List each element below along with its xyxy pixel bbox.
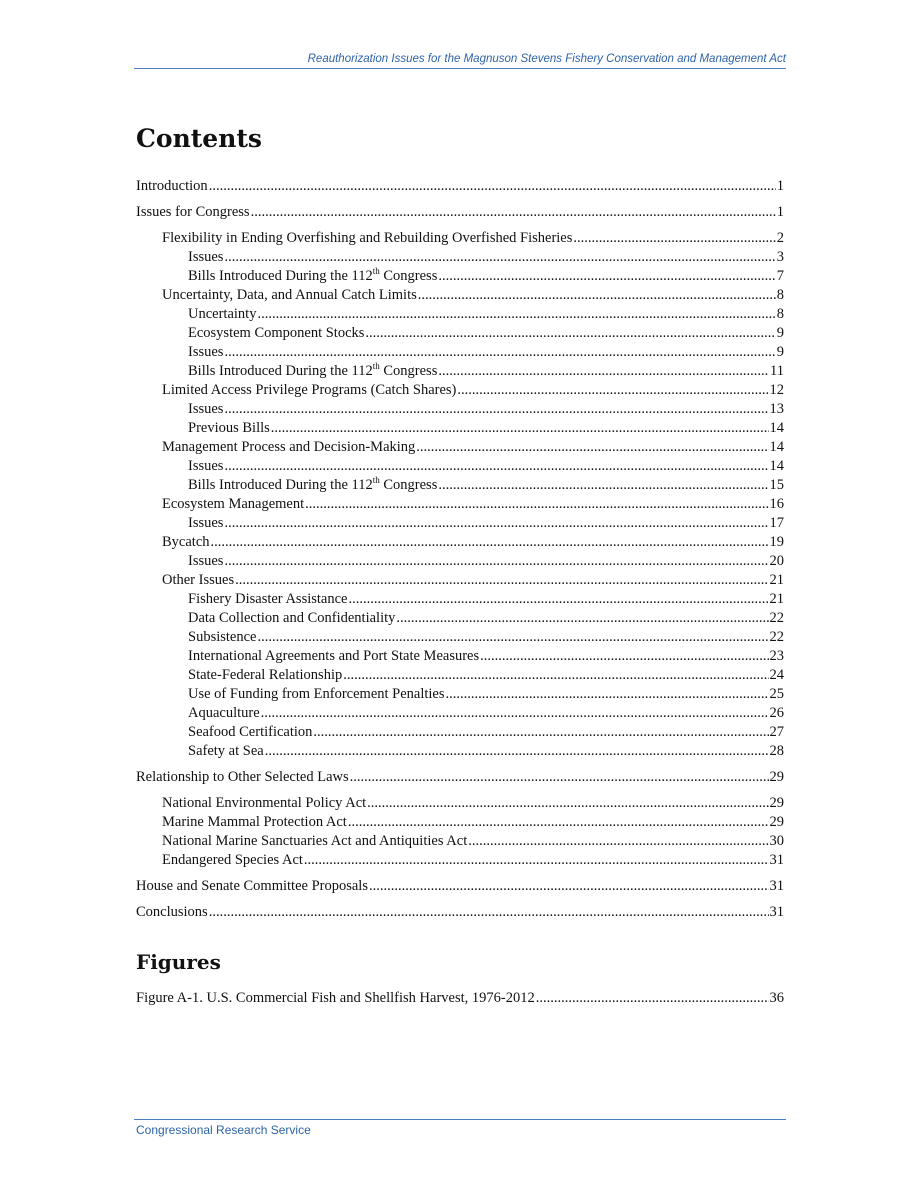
toc-entry-title: International Agreements and Port State Measures: [188, 648, 480, 664]
dot-leader: [348, 590, 768, 609]
dot-leader: [350, 768, 769, 787]
toc-entry[interactable]: [136, 647, 784, 666]
dot-leader: [365, 324, 775, 343]
toc-entry[interactable]: [136, 495, 784, 514]
toc-entry-title: Previous Bills: [188, 420, 270, 436]
toc-entry[interactable]: [136, 903, 784, 922]
dot-leader: [369, 877, 769, 896]
toc-entry-page: 17: [769, 515, 784, 531]
toc-entry[interactable]: [136, 229, 784, 248]
toc-entry[interactable]: [136, 628, 784, 647]
toc-entry-page: 2: [776, 230, 784, 246]
toc-entry[interactable]: [136, 343, 784, 362]
toc-entry-title: Issues: [188, 515, 224, 531]
toc-entry[interactable]: [136, 666, 784, 685]
toc-entry[interactable]: [136, 476, 784, 495]
toc-entry[interactable]: [136, 609, 784, 628]
toc-entry-page: 21: [769, 591, 784, 607]
toc-entry-title: Introduction: [136, 178, 208, 194]
toc-entry[interactable]: [136, 177, 784, 196]
toc-entry-title: Endangered Species Act: [162, 852, 303, 868]
dot-leader: [480, 647, 768, 666]
dot-leader: [224, 514, 768, 533]
toc-entry-title: National Marine Sanctuaries Act and Antiquities Act: [162, 833, 468, 849]
toc-entry-title: House and Senate Committee Proposals: [136, 878, 368, 894]
toc-entry-page: 9: [776, 325, 784, 341]
toc-entry-page: 21: [769, 572, 784, 588]
toc-entry-page: 31: [769, 904, 784, 920]
toc-entry-title: Subsistence: [188, 629, 257, 645]
toc-entry[interactable]: [136, 286, 784, 305]
dot-leader: [348, 813, 769, 832]
toc-entry-page: 36: [769, 990, 784, 1006]
toc-entry-title: State-Federal Relationship: [188, 667, 343, 683]
dot-leader: [235, 571, 768, 590]
dot-leader: [261, 704, 769, 723]
dot-leader: [343, 666, 768, 685]
toc-entry-page: 23: [769, 648, 784, 664]
toc-entry-title: Ecosystem Management: [162, 496, 305, 512]
toc-entry[interactable]: [136, 794, 784, 813]
toc-entry-page: 7: [776, 268, 784, 284]
toc-entry-title: Seafood Certification: [188, 724, 313, 740]
toc-entry-page: 29: [769, 795, 784, 811]
toc-entry[interactable]: [136, 533, 784, 552]
toc-entry[interactable]: [136, 381, 784, 400]
toc-entry-page: 1: [776, 204, 784, 220]
dot-leader: [438, 267, 775, 286]
dot-leader: [224, 343, 775, 362]
dot-leader: [438, 362, 769, 381]
dot-leader: [457, 381, 768, 400]
toc-entry-page: 8: [776, 306, 784, 322]
dot-leader: [446, 685, 769, 704]
toc-entry-page: 3: [776, 249, 784, 265]
dot-leader: [251, 203, 776, 222]
toc-entry[interactable]: [136, 267, 784, 286]
toc-entry[interactable]: [136, 685, 784, 704]
toc-entry-page: 27: [769, 724, 784, 740]
dot-leader: [304, 851, 769, 870]
dot-leader: [313, 723, 768, 742]
toc-entry[interactable]: [136, 989, 784, 1008]
toc-entry[interactable]: [136, 552, 784, 571]
footer-rule: [134, 1119, 786, 1120]
toc-entry-page: 9: [776, 344, 784, 360]
dot-leader: [305, 495, 768, 514]
header-rule: [134, 68, 786, 69]
footer-text: Congressional Research Service: [136, 1123, 311, 1137]
toc-entry[interactable]: [136, 400, 784, 419]
toc-entry-page: 24: [769, 667, 784, 683]
toc-entry-page: 14: [769, 439, 784, 455]
contents-heading: Contents: [136, 124, 263, 153]
toc-entry-page: 31: [769, 878, 784, 894]
toc-entry[interactable]: [136, 514, 784, 533]
dot-leader: [396, 609, 768, 628]
toc-entry-title: Bills Introduced During the 112th Congress: [188, 475, 438, 493]
toc-entry-title: Conclusions: [136, 904, 208, 920]
toc-entry-title: Use of Funding from Enforcement Penalties: [188, 686, 445, 702]
toc-entry-page: 26: [769, 705, 784, 721]
toc-entry-page: 16: [769, 496, 784, 512]
dot-leader: [265, 742, 769, 761]
toc-entry[interactable]: [136, 877, 784, 896]
toc-entry[interactable]: [136, 438, 784, 457]
dot-leader: [224, 552, 768, 571]
toc-entry[interactable]: [136, 324, 784, 343]
toc-entry-page: 30: [769, 833, 784, 849]
toc-entry-page: 25: [769, 686, 784, 702]
toc-entry[interactable]: [136, 723, 784, 742]
toc-entry-page: 22: [769, 610, 784, 626]
toc-entry[interactable]: [136, 768, 784, 787]
toc-entry-page: 12: [769, 382, 784, 398]
toc-entry-title: Safety at Sea: [188, 743, 264, 759]
toc-entry-page: 29: [769, 769, 784, 785]
toc-entry-title: Marine Mammal Protection Act: [162, 814, 347, 830]
toc-entry-title: Relationship to Other Selected Laws: [136, 769, 349, 785]
toc-entry-page: 20: [769, 553, 784, 569]
toc-entry-title: Figure A-1. U.S. Commercial Fish and Shellfish Harvest, 1976-2012: [136, 990, 535, 1006]
toc-entry-title: Flexibility in Ending Overfishing and Rebuilding Overfished Fisheries: [162, 230, 573, 246]
toc-entry-page: 8: [776, 287, 784, 303]
toc-entry-title: Issues: [188, 458, 224, 474]
toc-entry-title: Fishery Disaster Assistance: [188, 591, 348, 607]
toc-entry-title: Uncertainty, Data, and Annual Catch Limits: [162, 287, 417, 303]
toc-entry-title: Bills Introduced During the 112th Congress: [188, 361, 438, 379]
running-header: Reauthorization Issues for the Magnuson Stevens Fishery Conservation and Management Act: [307, 53, 786, 65]
toc-entry[interactable]: [136, 832, 784, 851]
toc-entry[interactable]: [136, 362, 784, 381]
toc-entry-page: 31: [769, 852, 784, 868]
dot-leader: [257, 628, 768, 647]
toc-entry-title: Data Collection and Confidentiality: [188, 610, 396, 626]
toc-entry-page: 11: [770, 363, 784, 379]
toc-entry[interactable]: [136, 813, 784, 832]
toc-entry[interactable]: [136, 457, 784, 476]
toc-entry-page: 15: [769, 477, 784, 493]
toc-entry[interactable]: [136, 590, 784, 609]
toc-entry-page: 29: [769, 814, 784, 830]
toc-entry-title: Bills Introduced During the 112th Congress: [188, 266, 438, 284]
toc-entry-title: National Environmental Policy Act: [162, 795, 367, 811]
toc-entry[interactable]: [136, 851, 784, 870]
dot-leader: [418, 286, 776, 305]
toc-entry-title: Aquaculture: [188, 705, 260, 721]
toc-entry[interactable]: [136, 248, 784, 267]
toc-entry[interactable]: [136, 305, 784, 324]
toc-entry-page: 28: [769, 743, 784, 759]
toc-entry-page: 1: [776, 178, 784, 194]
toc-entry-title: Issues: [188, 401, 224, 417]
toc-entry-title: Management Process and Decision-Making: [162, 439, 416, 455]
dot-leader: [209, 903, 769, 922]
dot-leader: [416, 438, 768, 457]
toc-entry-page: 14: [769, 420, 784, 436]
toc-entry-title: Issues: [188, 553, 224, 569]
toc-entry-title: Ecosystem Component Stocks: [188, 325, 365, 341]
toc-entry-title: Other Issues: [162, 572, 235, 588]
toc-entry-title: Issues: [188, 249, 224, 265]
toc-entry-page: 13: [769, 401, 784, 417]
dot-leader: [271, 419, 769, 438]
dot-leader: [224, 457, 768, 476]
dot-leader: [468, 832, 768, 851]
toc-entry-page: 14: [769, 458, 784, 474]
toc-entry-title: Bycatch: [162, 534, 210, 550]
dot-leader: [257, 305, 775, 324]
toc-entry-title: Issues: [188, 344, 224, 360]
dot-leader: [536, 989, 769, 1008]
dot-leader: [224, 248, 775, 267]
toc-entry-title: Uncertainty: [188, 306, 257, 322]
dot-leader: [438, 476, 768, 495]
toc-entry[interactable]: [136, 571, 784, 590]
toc-entry-page: 19: [769, 534, 784, 550]
figures-heading: Figures: [136, 950, 221, 974]
dot-leader: [367, 794, 768, 813]
toc-entry-page: 22: [769, 629, 784, 645]
toc-entry[interactable]: [136, 419, 784, 438]
toc-entry[interactable]: [136, 704, 784, 723]
toc-entry-title: Issues for Congress: [136, 204, 250, 220]
dot-leader: [211, 533, 769, 552]
toc-entry[interactable]: [136, 742, 784, 761]
dot-leader: [224, 400, 768, 419]
dot-leader: [209, 177, 776, 196]
dot-leader: [573, 229, 775, 248]
toc-entry-title: Limited Access Privilege Programs (Catch Shares): [162, 382, 457, 398]
toc-entry[interactable]: [136, 203, 784, 222]
